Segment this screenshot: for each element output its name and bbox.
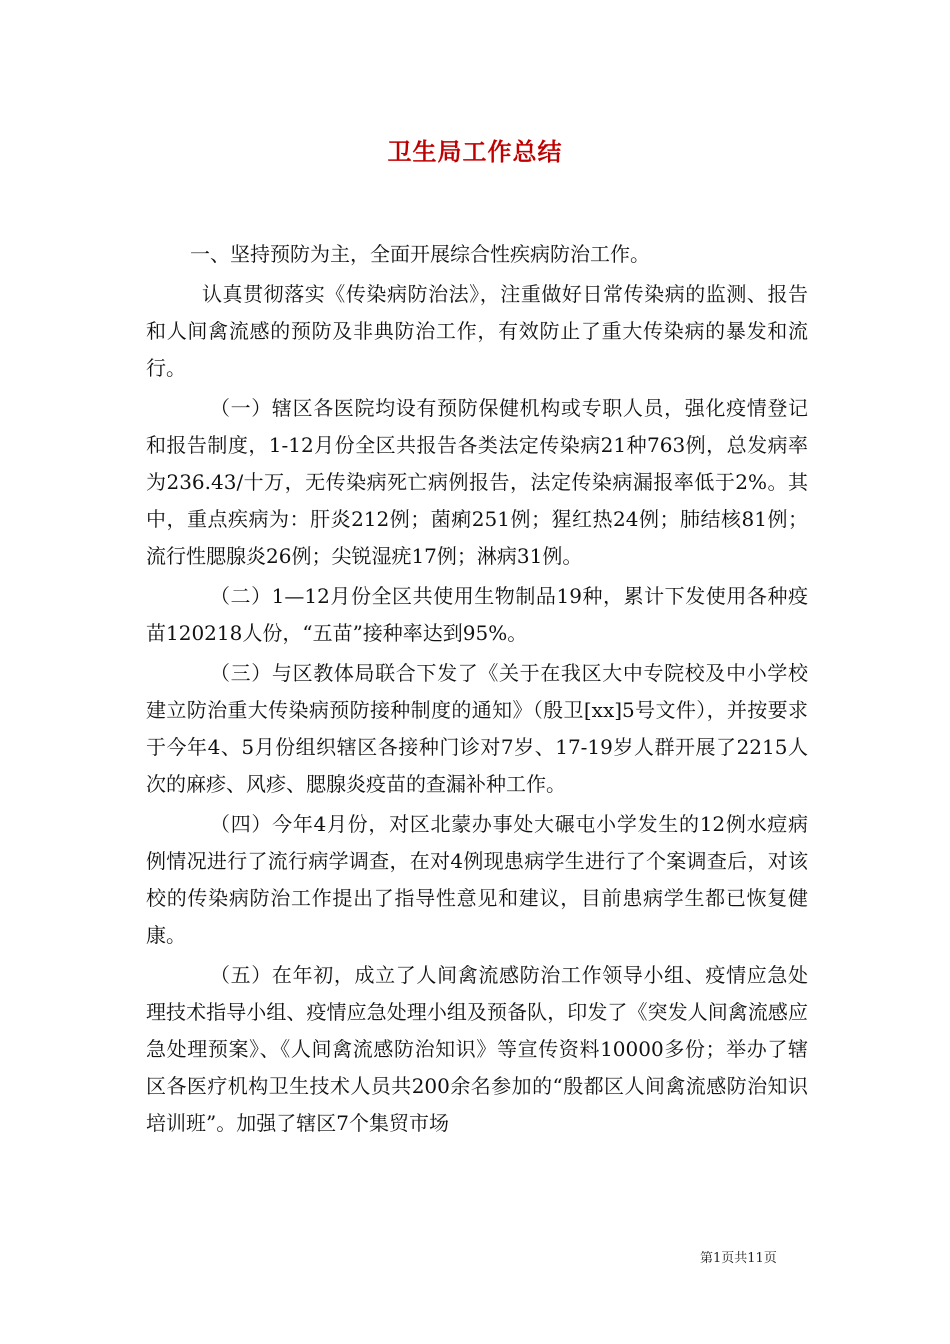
paragraph-item-5: （五）在年初，成立了人间禽流感防治工作领导小组、疫情应急处理技术指导小组、疫情应急处理小组及预备队，印发了《突发人间禽流感应急处理预案》、《人间禽流感防治知识》等宣传资料10000多份；举办了辖区各医疗机构卫生技术人员共200余名参加的“殷都区人间禽流感防治知识培训班”。加强了辖区7个集贸市场 [146, 963, 808, 1135]
section-heading: 一、坚持预防为主，全面开展综合性疾病防治工作。 [190, 242, 650, 266]
paragraph-item-3: （三）与区教体局联合下发了《关于在我区大中专院校及中小学校建立防治重大传染病预防接种制度的通知》（殷卫[xx]5号文件），并按要求于今年4、5月份组织辖区各接种门诊对7岁、17-19岁人群开展了2215人次的麻疹、风疹、腮腺炎疫苗的查漏补种工作。 [146, 661, 808, 796]
page-number: 第1页共11页 [700, 1251, 777, 1266]
paragraph-item-4: （四）今年4月份，对区北蒙办事处大碾屯小学发生的12例水痘病例情况进行了流行病学调查，在对4例现患病学生进行了个案调查后，对该校的传染病防治工作提出了指导性意见和建议，目前患病学生都已恢复健康。 [146, 812, 808, 947]
paragraph-item-1: （一）辖区各医院均设有预防保健机构或专职人员，强化疫情登记和报告制度，1-12月份全区共报告各类法定传染病21种763例，总发病率为236.43/十万，无传染病死亡病例报告，法定传染病漏报率低于2%。其中，重点疾病为：肝炎212例；菌痢251例；猩红热24例；肺结核81例；流行性腮腺炎26例；尖锐湿疣17例；淋病31例。 [146, 396, 808, 568]
document-body [146, 236, 808, 1145]
paragraph-item-2: （二）1—12月份全区共使用生物制品19种，累计下发使用各种疫苗120218人份，“五苗”接种率达到95%。 [146, 584, 808, 645]
intro-paragraph: 认真贯彻落实《传染病防治法》，注重做好日常传染病的监测、报告和人间禽流感的预防及非典防治工作，有效防止了重大传染病的暴发和流行。 [146, 282, 808, 380]
document-title: 卫生局工作总结 [387, 137, 563, 166]
